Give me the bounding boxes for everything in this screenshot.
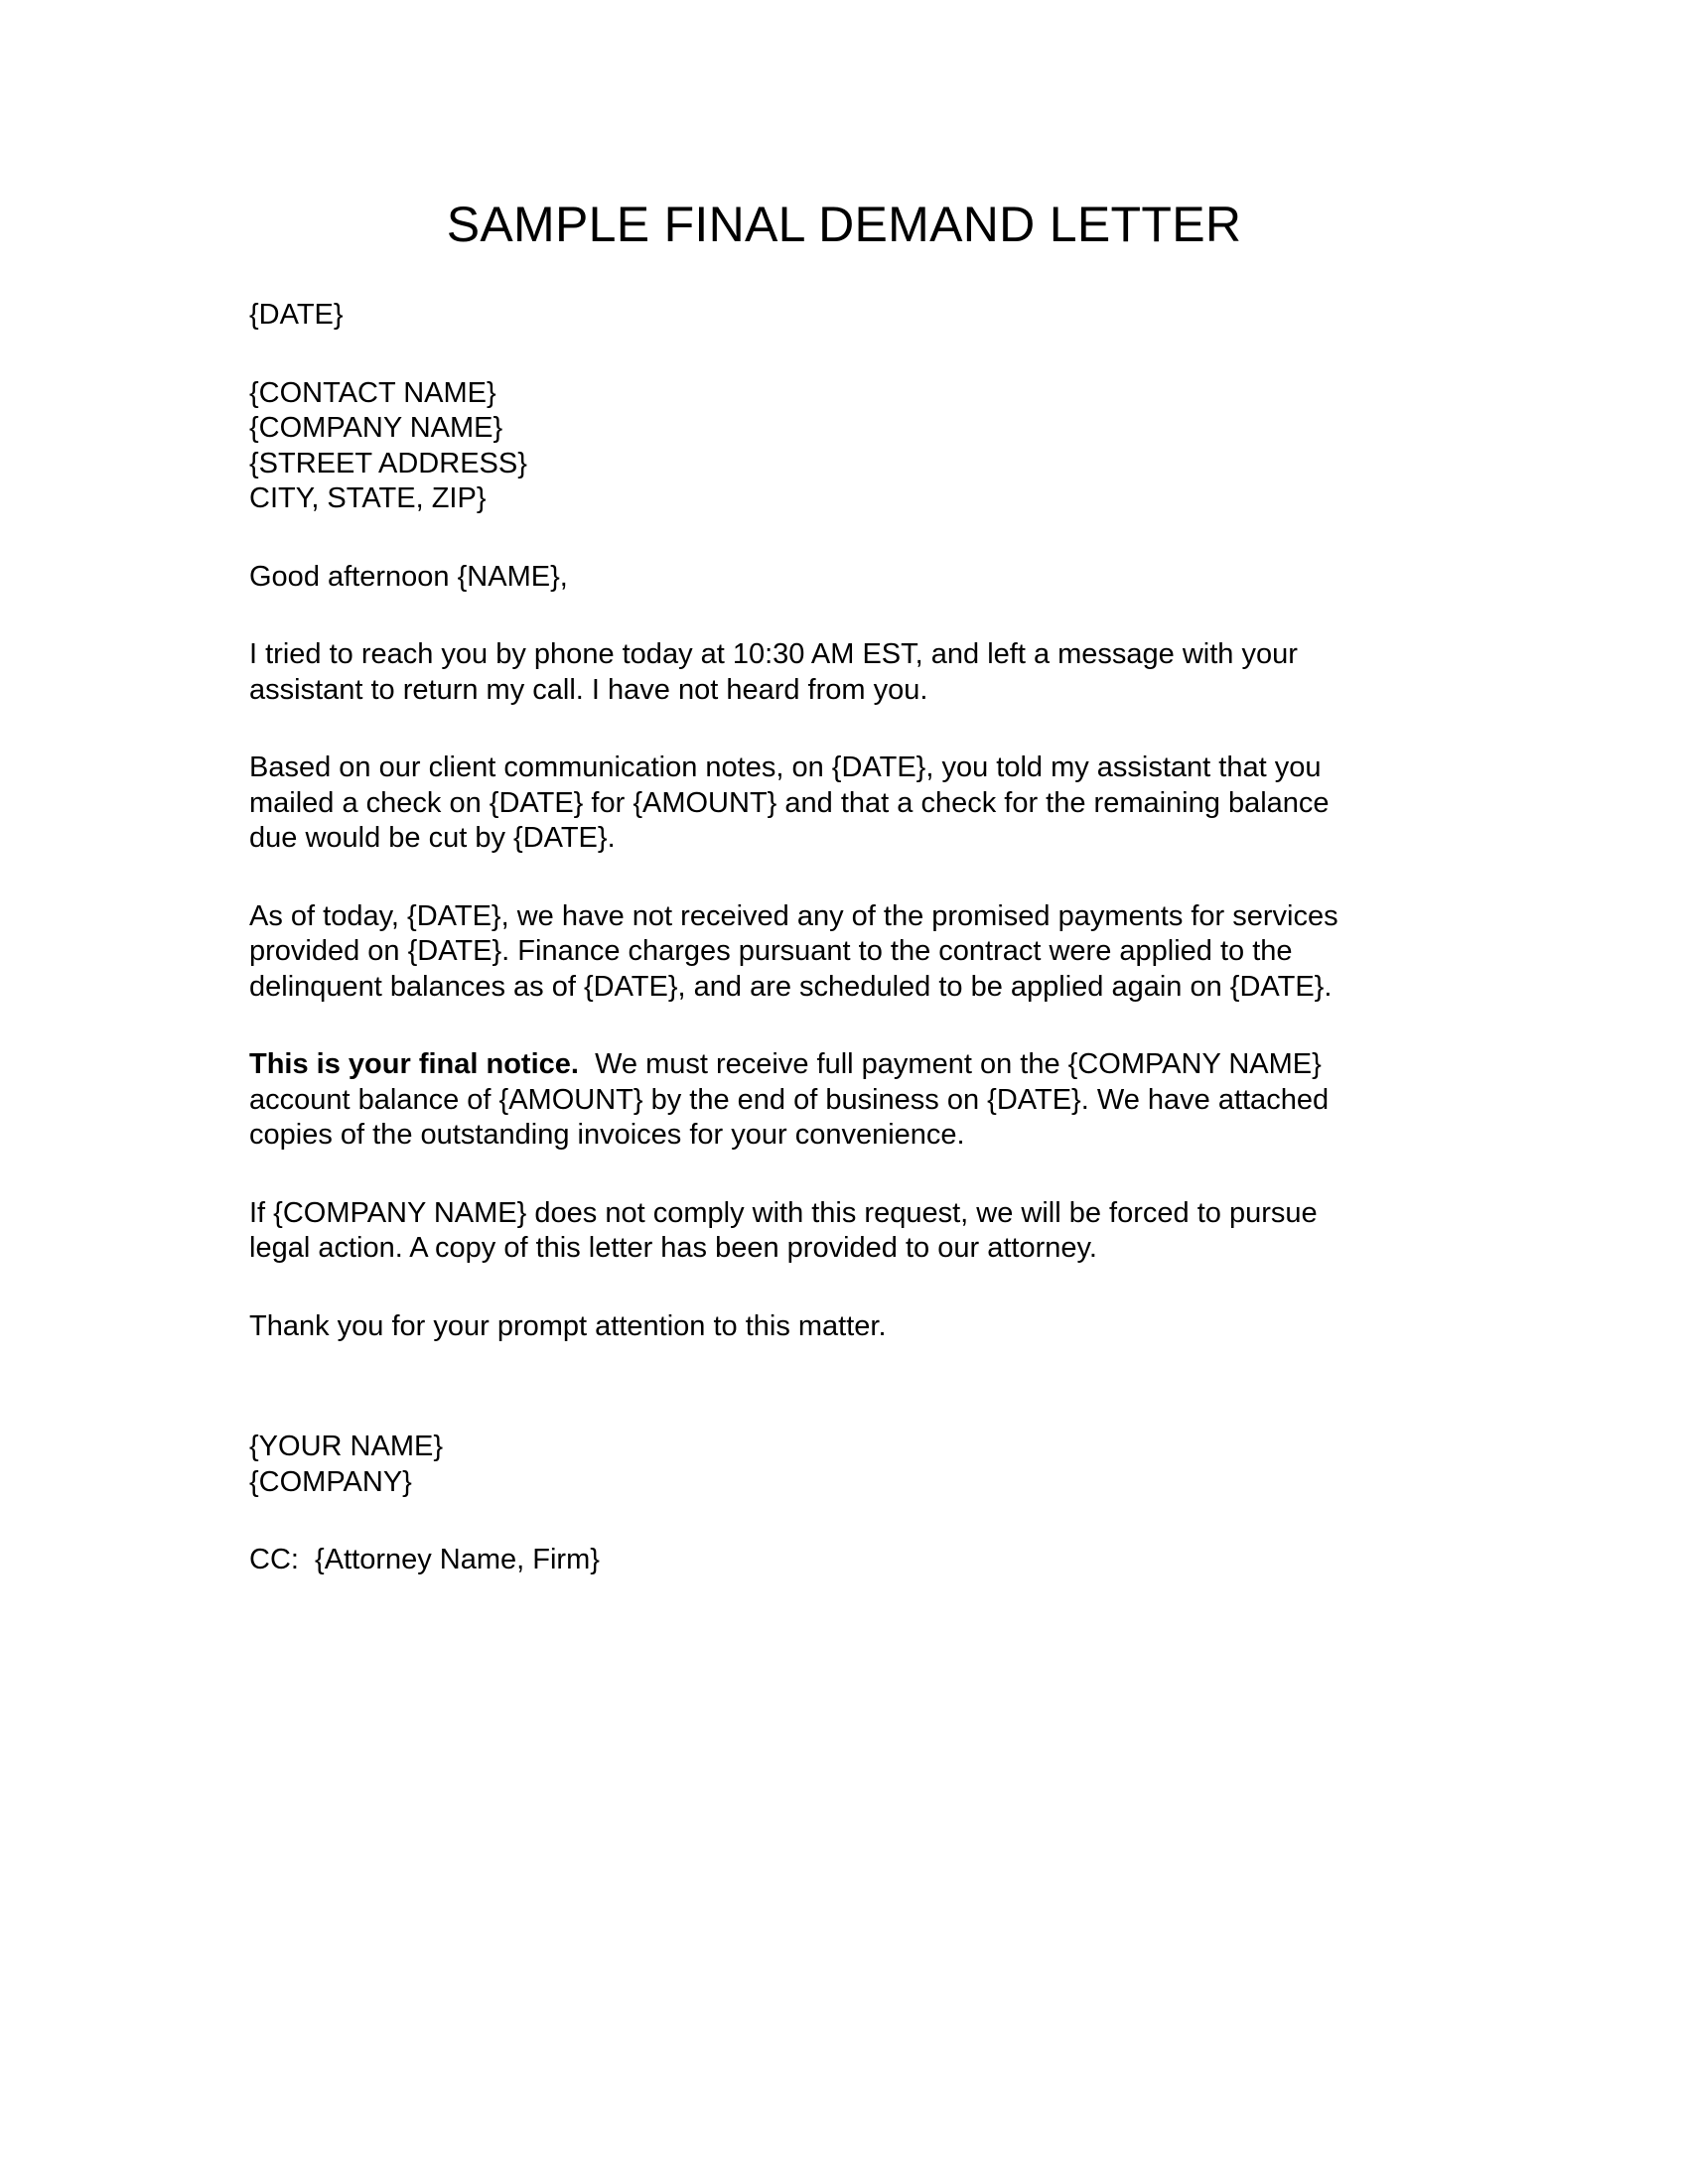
signature-name: {YOUR NAME} bbox=[249, 1431, 443, 1462]
closing-line bbox=[249, 1309, 1480, 1345]
paragraph-line: mailed a check on {DATE} for {AMOUNT} and that a check for the remaining balance bbox=[249, 786, 1330, 819]
date-line bbox=[249, 298, 1480, 334]
paragraph-line: account balance of {AMOUNT} by the end of business on {DATE}. We have attached bbox=[249, 1083, 1330, 1116]
address-line: {COMPANY NAME} bbox=[249, 412, 503, 444]
address-line: CITY, STATE, ZIP} bbox=[249, 482, 487, 514]
greeting-text: Good afternoon {NAME}, bbox=[249, 560, 568, 593]
cc-text: CC: {Attorney Name, Firm} bbox=[249, 1544, 600, 1575]
paragraph-line: I tried to reach you by phone today at 10:30 AM EST, and left a message with your bbox=[249, 638, 1298, 670]
paragraph-legal-action bbox=[249, 1196, 1480, 1267]
paragraph-line: As of today, {DATE}, we have not received any of the promised payments for services bbox=[249, 899, 1338, 932]
paragraph-payment-status bbox=[249, 899, 1480, 1006]
paragraph-line: delinquent balances as of {DATE}, and are scheduled to be applied again on {DATE}. bbox=[249, 970, 1333, 1003]
letter-title: SAMPLE FINAL DEMAND LETTER bbox=[446, 197, 1242, 252]
final-notice-text: We must receive full payment on the {COMPANY NAME} bbox=[578, 1048, 1322, 1080]
cc-line bbox=[249, 1543, 1480, 1578]
signature-company: {COMPANY} bbox=[249, 1465, 412, 1498]
paragraph-line: due would be cut by {DATE}. bbox=[249, 822, 616, 854]
paragraph-line: Based on our client communication notes, on {DATE}, you told my assistant that you bbox=[249, 751, 1322, 783]
closing-text: Thank you for your prompt attention to this matter. bbox=[249, 1309, 887, 1342]
final-notice-emphasis: This is your final notice. bbox=[249, 1048, 579, 1080]
paragraph-phone-call bbox=[249, 637, 1480, 708]
letter-body bbox=[249, 298, 1480, 1621]
paragraph-line: copies of the outstanding invoices for your convenience. bbox=[249, 1119, 965, 1151]
paragraph-line: provided on {DATE}. Finance charges pursuant to the contract were applied to the bbox=[249, 935, 1293, 967]
address-line: {CONTACT NAME} bbox=[249, 376, 496, 409]
recipient-address bbox=[249, 376, 1480, 517]
address-line: {STREET ADDRESS} bbox=[249, 447, 527, 479]
paragraph-line bbox=[249, 1047, 1480, 1083]
paragraph-communication-notes bbox=[249, 751, 1480, 857]
date-text: {DATE} bbox=[249, 299, 344, 331]
paragraph-line: assistant to return my call. I have not heard from you. bbox=[249, 673, 928, 706]
signature-block bbox=[249, 1430, 1480, 1500]
paragraph-line: If {COMPANY NAME} does not comply with this request, we will be forced to pursue bbox=[249, 1196, 1318, 1229]
greeting bbox=[249, 560, 1480, 596]
paragraph-line: legal action. A copy of this letter has been provided to our attorney. bbox=[249, 1232, 1097, 1264]
paragraph-final-notice bbox=[249, 1047, 1480, 1154]
